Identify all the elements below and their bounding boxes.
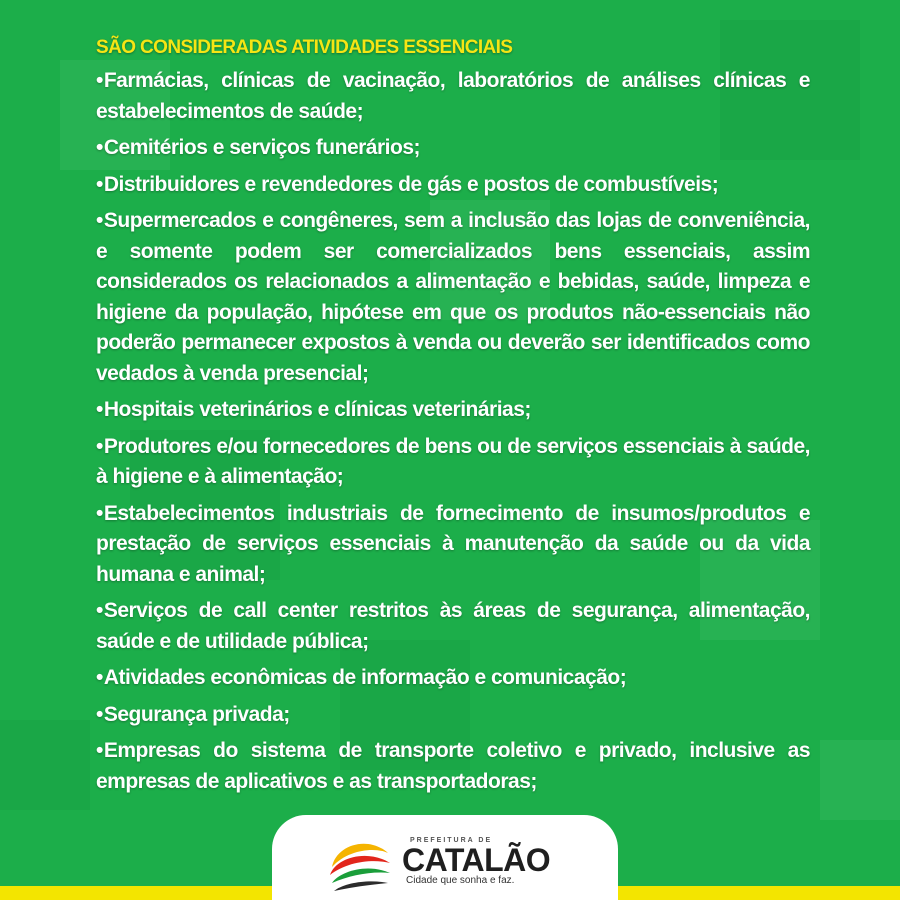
list-item-text: Segurança privada; xyxy=(103,702,290,726)
list-item-text: Cemitérios e serviços funerários; xyxy=(103,136,420,159)
bullet-icon: • xyxy=(96,666,103,689)
bullet-icon: • xyxy=(96,172,103,196)
list-item-text: Atividades econômicas de informação e comunicação; xyxy=(103,666,627,689)
list-item-text: Distribuidores e revendedores de gás e postos de combustíveis; xyxy=(103,172,719,196)
bullet-icon: • xyxy=(96,398,103,421)
bullet-icon: • xyxy=(96,434,103,458)
logo-wordmark xyxy=(402,837,550,886)
bullet-icon: • xyxy=(96,599,103,622)
activities-list xyxy=(96,66,810,797)
list-item-text: Farmácias, clínicas de vacinação, laboratórios de análises clínicas e estabelecimentos de saúde; xyxy=(96,69,810,123)
logo-prefix: PREFEITURA DE xyxy=(410,837,493,844)
bullet-icon: • xyxy=(96,501,103,525)
list-item xyxy=(96,206,810,389)
list-item xyxy=(96,700,810,731)
list-item xyxy=(96,736,810,797)
list-item xyxy=(96,663,810,694)
bullet-icon: • xyxy=(96,739,103,762)
catalao-logo-icon xyxy=(328,833,392,899)
list-item-text: Supermercados e congêneres, sem a inclusão das lojas de conveniência, e somente podem ser comercializados bens essenciais, assim considerados os relacionados a alimentação e bebidas, saúde, limpeza e higiene da população, hipótese em que os produtos não-essenciais não poderão permanecer expostos à venda ou deverão ser identificados como vedados à venda presencial; xyxy=(96,209,810,385)
list-item xyxy=(96,499,810,591)
list-item xyxy=(96,432,810,493)
bullet-icon: • xyxy=(96,702,103,726)
list-item xyxy=(96,170,810,201)
bullet-icon: • xyxy=(96,209,103,232)
bullet-icon: • xyxy=(96,69,103,92)
list-item xyxy=(96,596,810,657)
list-item-text: Empresas do sistema de transporte coletivo e privado, inclusive as empresas de aplicativos e as transportadoras; xyxy=(96,739,810,793)
list-item-text: Hospitais veterinários e clínicas veterinárias; xyxy=(103,398,531,421)
logo-name: CATALÃO xyxy=(402,842,551,878)
page-title: SÃO CONSIDERADAS ATIVIDADES ESSENCIAIS xyxy=(96,37,513,58)
essential-activities-document xyxy=(96,36,810,803)
list-item-text: Produtores e/ou fornecedores de bens ou de serviços essenciais à saúde, à higiene e à alimentação; xyxy=(96,434,810,488)
list-item-text: Serviços de call center restritos às áreas de segurança, alimentação, saúde e de utilidade pública; xyxy=(96,599,810,653)
logo-panel xyxy=(272,815,618,915)
logo-tagline: Cidade que sonha e faz. xyxy=(406,875,515,886)
list-item xyxy=(96,395,810,426)
list-item xyxy=(96,66,810,127)
bullet-icon: • xyxy=(96,136,103,159)
list-item-text: Estabelecimentos industriais de fornecimento de insumos/produtos e prestação de serviços essenciais à manutenção da saúde ou da vida humana e animal; xyxy=(96,501,810,586)
list-item xyxy=(96,133,810,164)
